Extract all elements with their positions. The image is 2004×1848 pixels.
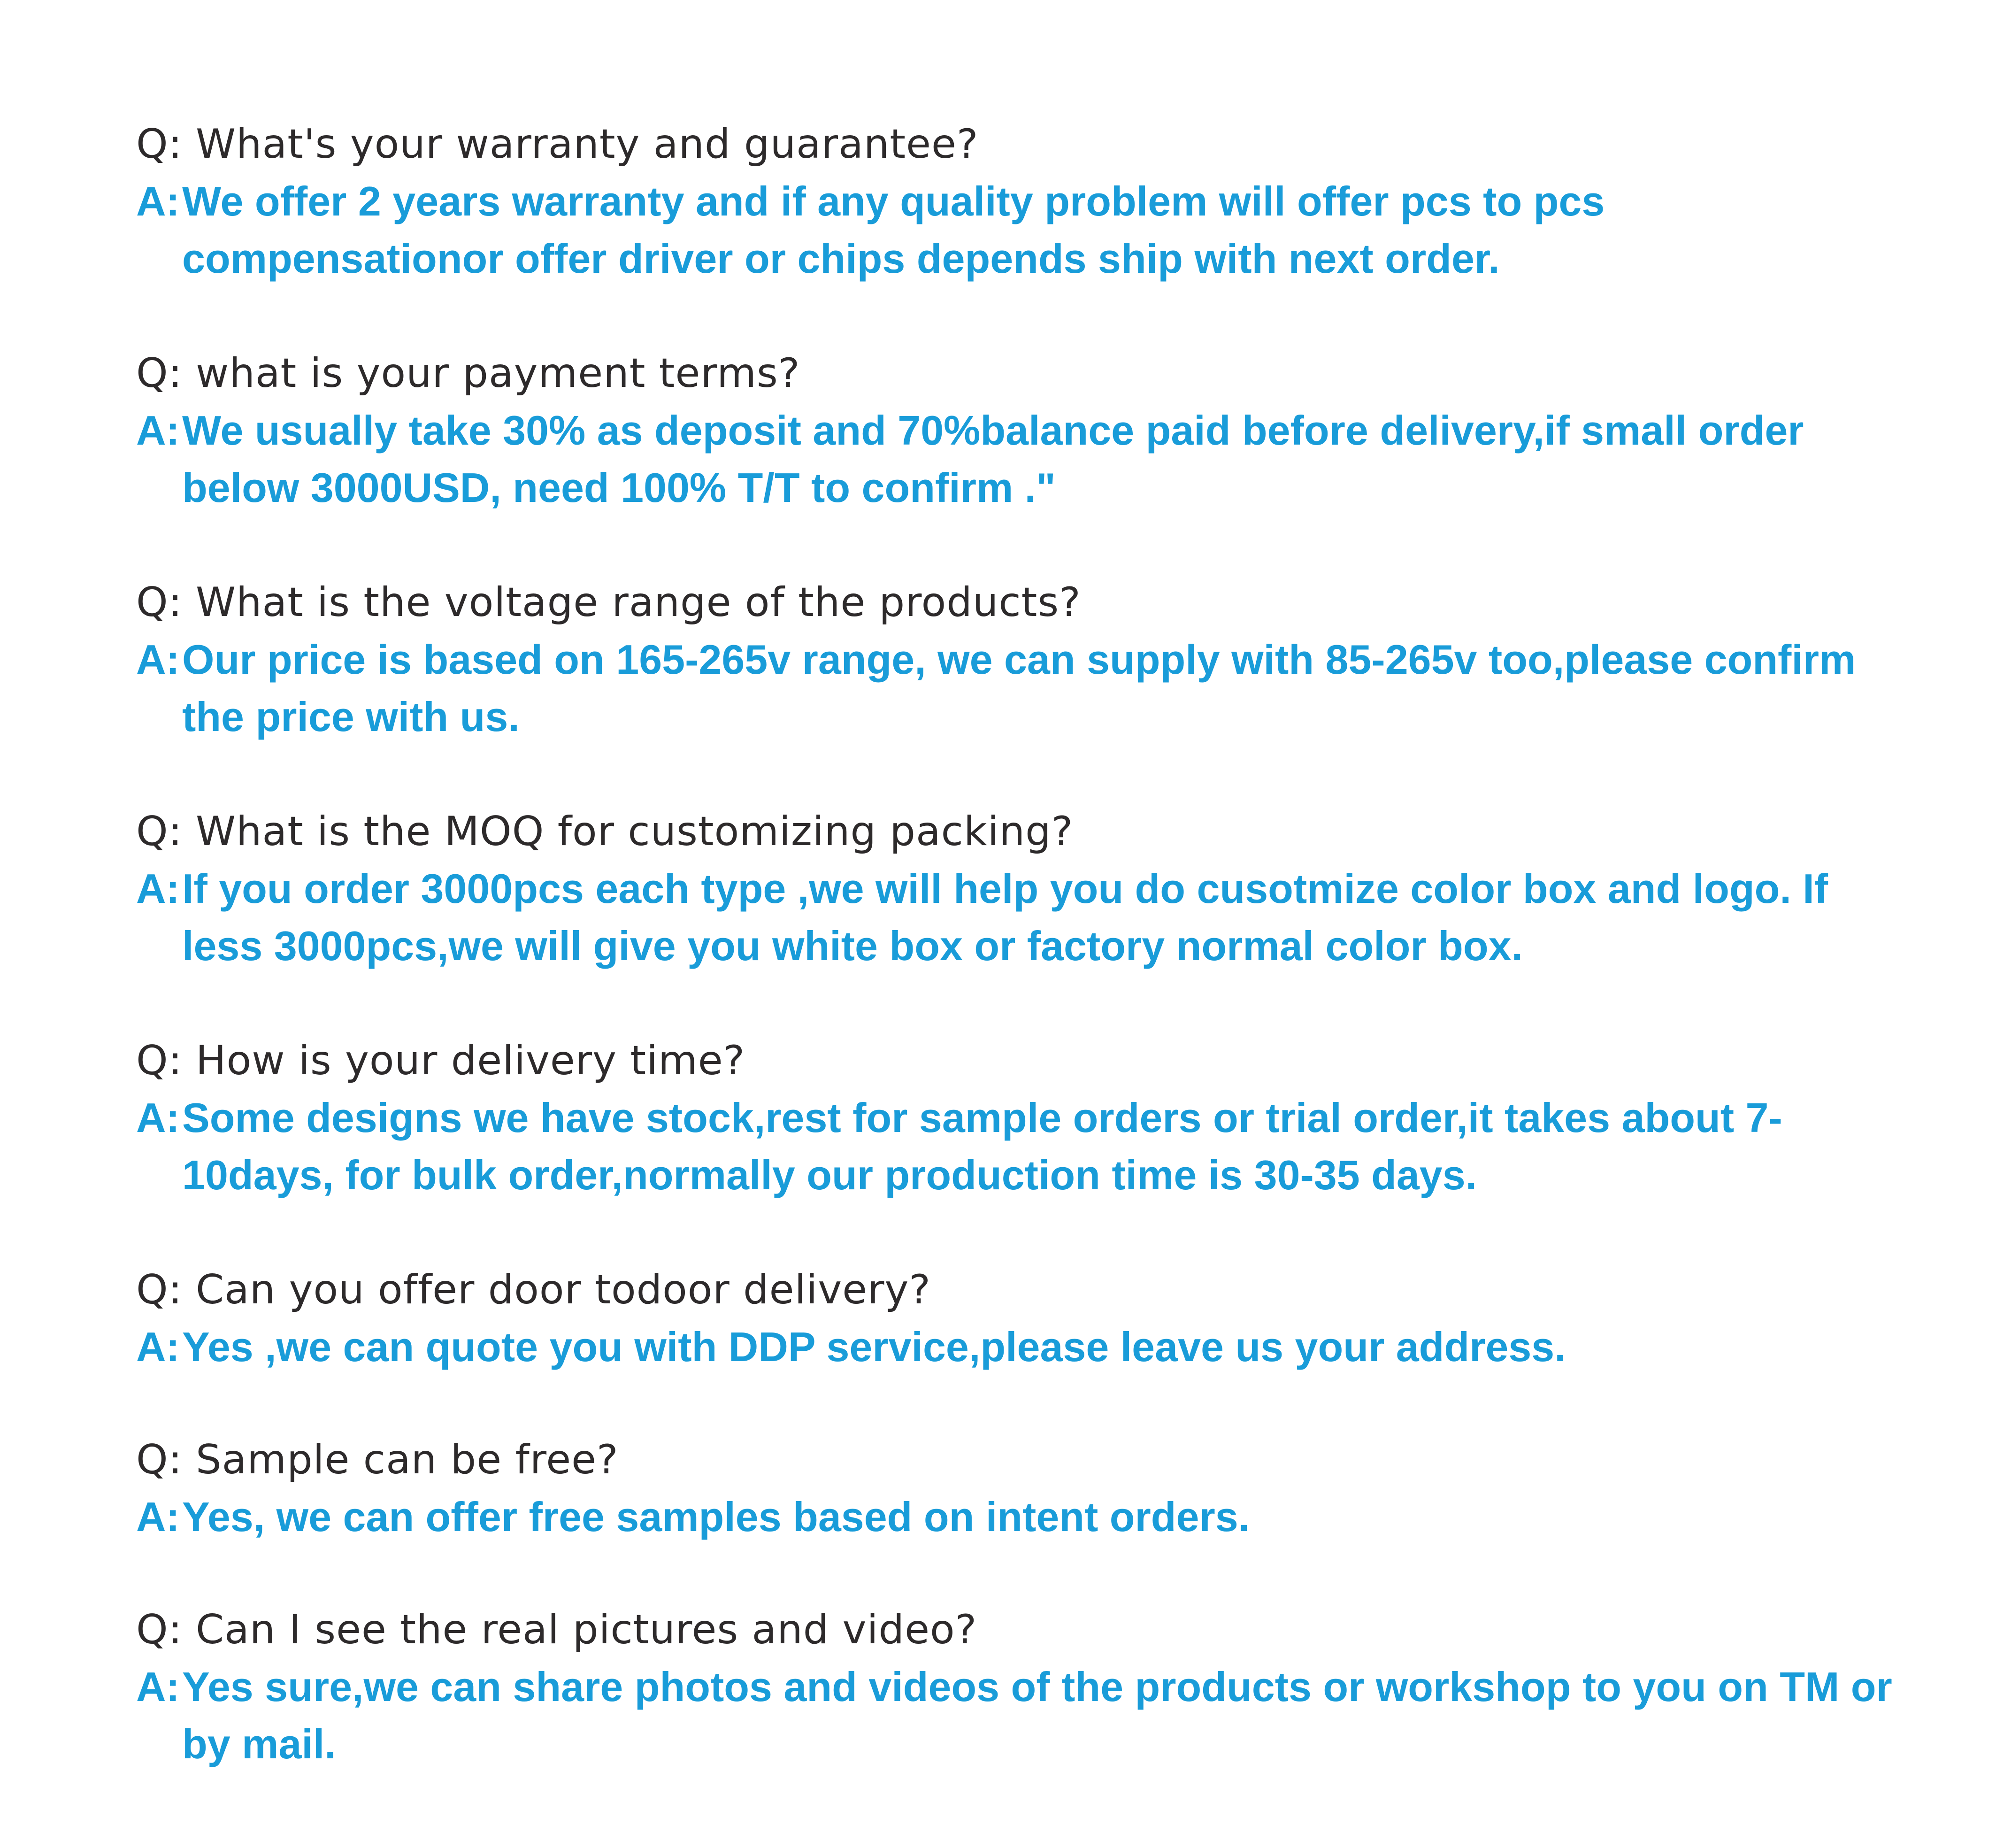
answer-text: Yes ,we can quote you with DDP service,please leave us your address.: [182, 1324, 1566, 1370]
answer-text: Our price is based on 165-265v range, we can supply with 85-265v too,please confirm the price with us.: [182, 636, 1856, 740]
faq-answer: [136, 1089, 1897, 1204]
answer-prefix: A:: [136, 1494, 180, 1540]
faq-item-real-pictures: [136, 1601, 1897, 1830]
faq-list: [136, 116, 1897, 1830]
faq-question: Q: How is your delivery time?: [136, 1037, 745, 1084]
faq-question: Q: Sample can be free?: [136, 1436, 619, 1483]
answer-prefix: A:: [136, 1324, 180, 1370]
faq-item-door-to-door: [136, 1261, 1897, 1431]
faq-question: Q: Can you offer door todoor delivery?: [136, 1266, 931, 1313]
faq-answer: [136, 173, 1897, 287]
faq-item-warranty: [136, 116, 1897, 345]
faq-answer: [136, 1318, 1897, 1376]
faq-item-moq-packing: [136, 803, 1897, 1032]
answer-text: Yes sure,we can share photos and videos of the products or workshop to you on TM or by mail.: [182, 1663, 1892, 1767]
answer-text: Some designs we have stock,rest for sample orders or trial order,it takes about 7-10days, for bulk order,normally our production time is 30-35 days.: [182, 1094, 1782, 1198]
faq-item-payment-terms: [136, 345, 1897, 574]
answer-prefix: A:: [136, 1094, 180, 1141]
answer-text: We offer 2 years warranty and if any quality problem will offer pcs to pcs compensationor offer driver or chips depends ship with next order.: [182, 178, 1605, 282]
faq-answer: [136, 1488, 1897, 1546]
faq-answer: [136, 631, 1897, 746]
answer-prefix: A:: [136, 636, 180, 683]
faq-item-delivery-time: [136, 1032, 1897, 1261]
answer-prefix: A:: [136, 865, 180, 912]
faq-answer: [136, 402, 1897, 516]
faq-question: Q: What's your warranty and guarantee?: [136, 121, 979, 168]
answer-text: We usually take 30% as deposit and 70%balance paid before delivery,if small order below 3000USD, need 100% T/T to confirm .": [182, 407, 1804, 511]
faq-question: Q: What is the MOQ for customizing packing?: [136, 808, 1074, 855]
answer-prefix: A:: [136, 178, 180, 224]
faq-answer: [136, 860, 1897, 975]
faq-item-free-sample: [136, 1431, 1897, 1601]
faq-answer: [136, 1658, 1897, 1773]
faq-question: Q: what is your payment terms?: [136, 350, 800, 397]
answer-prefix: A:: [136, 407, 180, 454]
answer-text: If you order 3000pcs each type ,we will help you do cusotmize color box and logo. If less 3000pcs,we will give you white box or factory normal color box.: [182, 865, 1828, 969]
answer-prefix: A:: [136, 1663, 180, 1710]
answer-text: Yes, we can offer free samples based on intent orders.: [182, 1494, 1250, 1540]
faq-question: Q: What is the voltage range of the products?: [136, 579, 1081, 626]
faq-question: Q: Can I see the real pictures and video?: [136, 1606, 977, 1653]
faq-item-voltage-range: [136, 574, 1897, 803]
